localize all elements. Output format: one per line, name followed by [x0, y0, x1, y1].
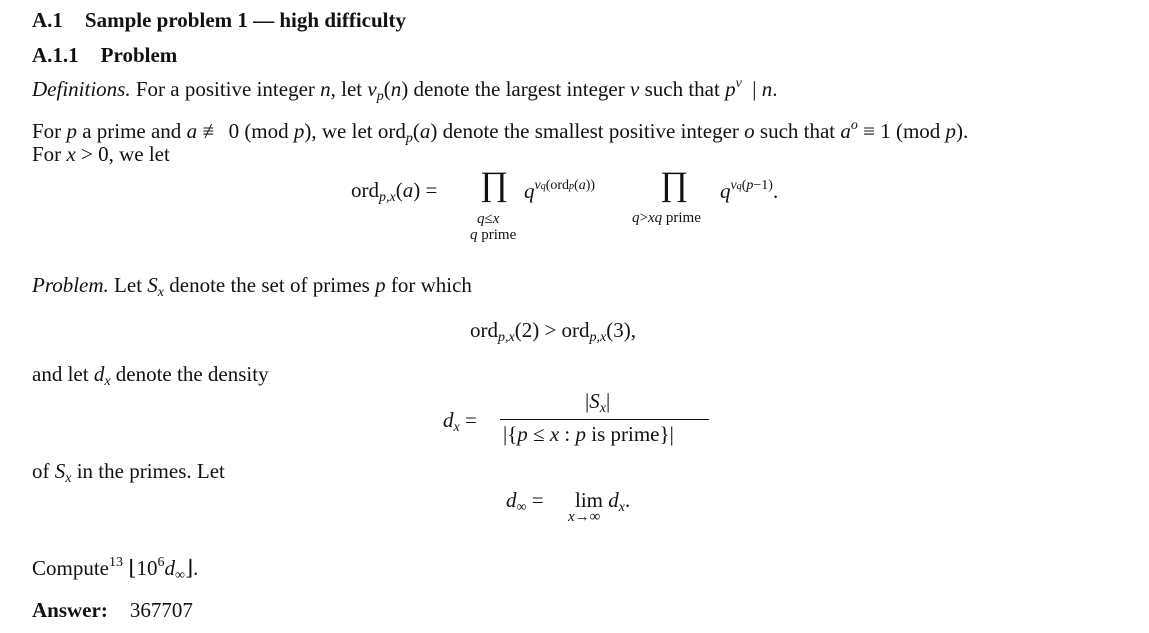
order-text: (mod	[895, 119, 946, 143]
problem-text: for which	[385, 273, 472, 297]
order-text: such that	[754, 119, 841, 143]
fraction-bar	[500, 419, 709, 420]
product-index-1b: q prime	[470, 227, 517, 243]
section-heading	[32, 8, 406, 33]
product-term-1: $q^{vq(ordp(a))}$	[524, 178, 596, 203]
product-symbol-1: ∏	[480, 166, 508, 203]
primes-sentence: of $S_x$ in the primes. Let	[32, 459, 225, 486]
ord-symbol: ord	[351, 178, 379, 202]
ord-inequality: ord$_{p,x}$(2) > ord$_{p,x}$(3),	[470, 318, 637, 345]
product-index-2: q>xq prime	[632, 210, 701, 226]
order-text: ), we let	[304, 119, 378, 143]
subsection-heading	[32, 43, 177, 68]
subsection-number: A.1.1	[32, 43, 79, 67]
problem-paragraph: Problem. Let $S_x$ denote the set of primes p for which	[32, 273, 472, 300]
order-definition: For p a prime and a ≢ 0 (mod p), we let ord$_p$(a) denote the smallest positive integer o such that $a^o \equiv 1$ (mod p).	[32, 118, 969, 146]
answer-label: Answer:	[32, 598, 108, 622]
density-lhs: $d_x$ =	[443, 408, 477, 435]
limit-lhs: $d_\infty$ =	[506, 488, 544, 515]
compute-line: Compute$^{13}$ $⌊10^6d_\infty⌋$.	[32, 555, 199, 583]
limit-subscript: x→∞	[568, 509, 601, 525]
definitions-text: such that	[639, 77, 726, 101]
product-index-1a: q≤x	[477, 211, 500, 227]
product-term-2: $q^{vq(p-1)}$.	[720, 178, 779, 203]
order-text: a prime and	[76, 119, 187, 143]
definitions-label: Definitions.	[32, 77, 131, 101]
order-text: denote the smallest positive integer	[437, 119, 745, 143]
limit-operator: $\lim d_x$.	[575, 488, 631, 515]
definitions-text: denote the largest integer	[408, 77, 631, 101]
density-text: denote the density	[110, 362, 269, 386]
definitions-paragraph: Definitions. For a positive integer n, let $v_p(n)$ denote the largest integer v such that $p^v$ | n.	[32, 76, 778, 104]
answer-line	[32, 598, 193, 623]
definitions-text: For a positive integer	[130, 77, 321, 101]
problem-label: Problem.	[32, 273, 109, 297]
order-text: For	[32, 119, 67, 143]
density-intro: and let $d_x$ denote the density	[32, 362, 269, 389]
ord-formula-lhs: ord$_{p,x}$(a) =	[351, 178, 438, 205]
section-number: A.1	[32, 8, 63, 32]
fraction-denominator: |{p ≤ x : p is prime}|	[503, 422, 674, 446]
definitions-text: , let	[330, 77, 368, 101]
fraction-numerator: $|S_x|$	[585, 389, 611, 416]
lim-text: lim	[575, 488, 604, 512]
order-definition-line2: For x > 0, we let	[32, 142, 170, 166]
order-text: (mod	[244, 119, 294, 143]
primes-text: in the primes. Let	[71, 459, 225, 483]
section-title: Sample problem 1 — high difficulty	[84, 8, 406, 32]
compute-label: Compute	[32, 556, 109, 580]
problem-text: denote the set of primes	[164, 273, 376, 297]
answer-value: 367707	[129, 598, 193, 622]
subsection-title: Problem	[100, 43, 178, 67]
product-symbol-2: ∏	[660, 166, 688, 203]
denominator-text: is prime}|	[586, 422, 674, 446]
footnote-marker[interactable]: 13	[109, 555, 123, 570]
